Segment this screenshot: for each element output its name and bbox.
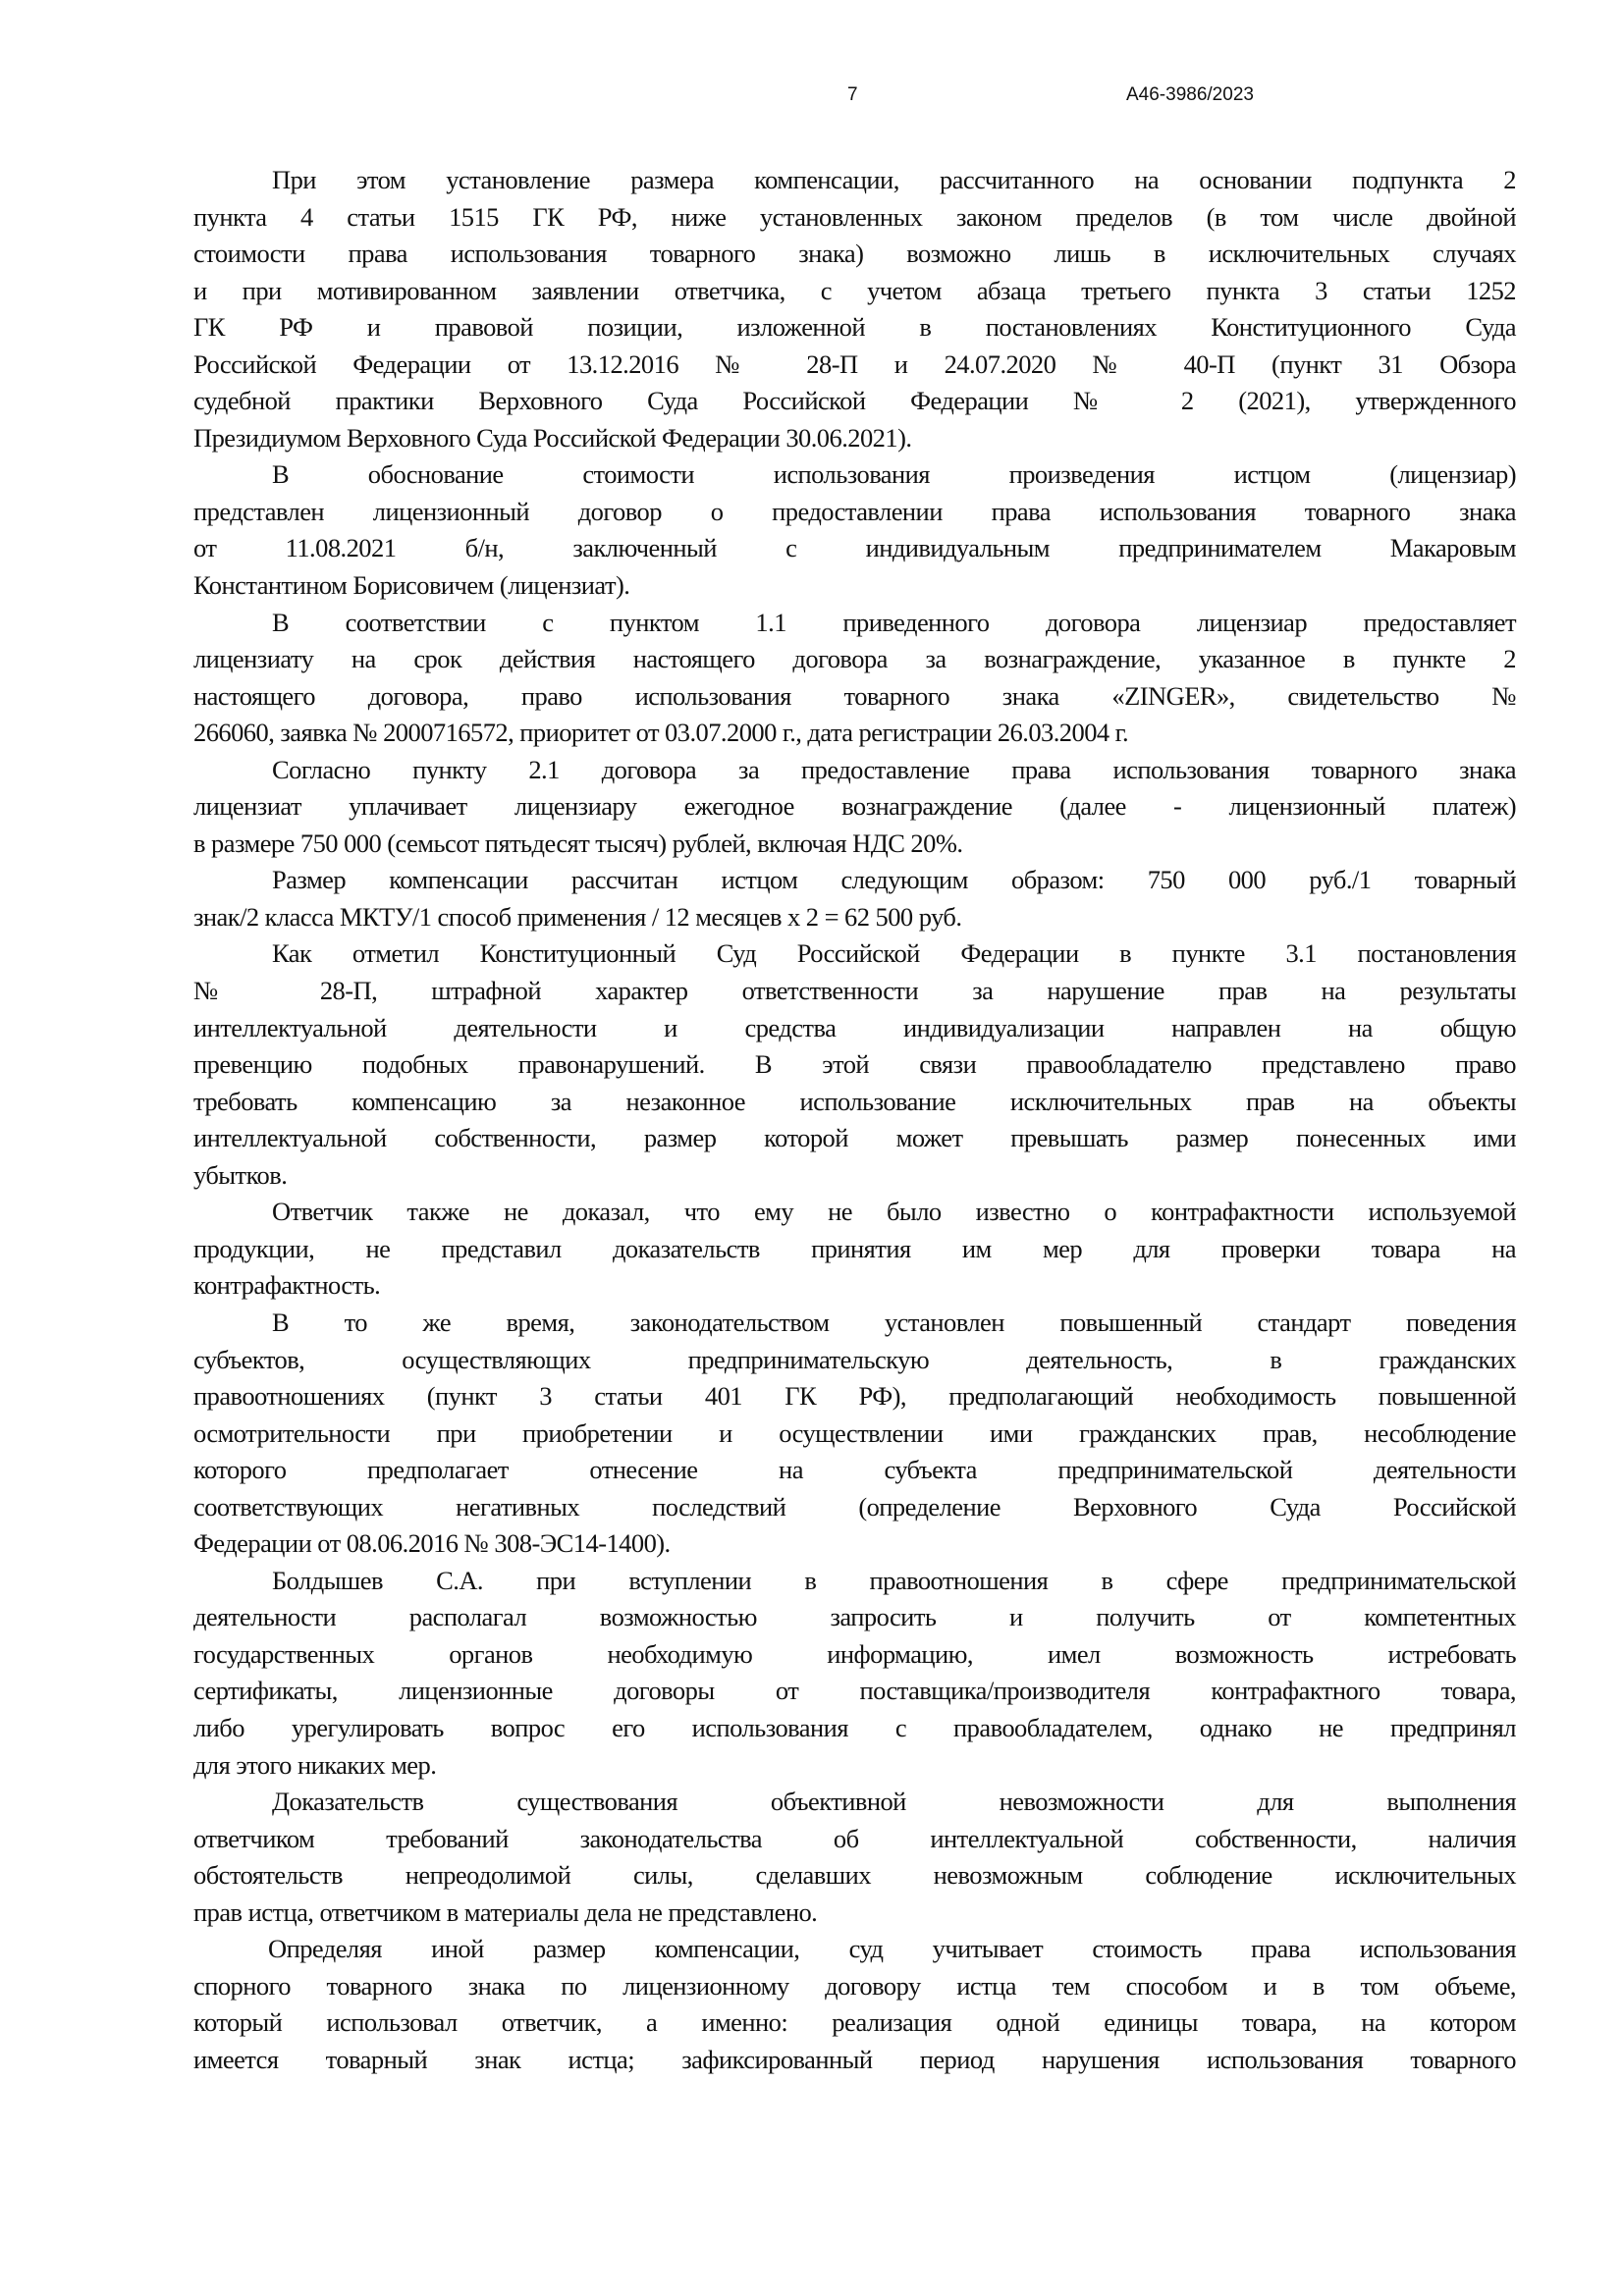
page-number: 7 (847, 84, 858, 105)
paragraph-line: правоотношениях (пункт 3 статьи 401 ГК РФ), предполагающий необходимость повышенной (193, 1381, 1516, 1412)
paragraph-line: Константином Борисовичем (лицензиат). (193, 570, 630, 601)
paragraph-line: В обоснование стоимости использования произведения истцом (лицензиар) (272, 459, 1516, 490)
paragraph-line: либо урегулировать вопрос его использования с правообладателем, однако не предпринял (193, 1712, 1516, 1742)
case-number: А46-3986/2023 (1126, 84, 1254, 105)
paragraph-line: Согласно пункту 2.1 договора за предоставление права использования товарного знака (272, 754, 1516, 784)
paragraph-line: Как отметил Конституционный Суд Российской Федерации в пункте 3.1 постановления (272, 938, 1516, 969)
paragraph-line: сертификаты, лицензионные договоры от поставщика/производителя контрафактного товара, (193, 1676, 1516, 1706)
paragraph-line: настоящего договора, право использования товарного знака «ZINGER», свидетельство № (193, 680, 1516, 711)
document-body (193, 162, 1516, 2078)
paragraph-line: для этого никаких мер. (193, 1749, 437, 1780)
paragraph-line: который использовал ответчик, а именно: реализация одной единицы товара, на котором (193, 2007, 1516, 2038)
paragraph-line: в размере 750 000 (семьсот пятьдесят тысяч) рублей, включая НДС 20%. (193, 828, 963, 858)
paragraph (193, 752, 1516, 863)
paragraph-line: Определяя иной размер компенсации, суд учитывает стоимость права использования (268, 1934, 1516, 1964)
paragraph-line: 266060, заявка № 2000716572, приоритет от 03.07.2000 г., дата регистрации 26.03.2004 г. (193, 718, 1129, 748)
paragraph-line: от 11.08.2021 б/н, заключенный с индивидуальным предпринимателем Макаровым (193, 533, 1516, 563)
paragraph-line: судебной практики Верховного Суда Российской Федерации № 2 (2021), утвержденного (193, 386, 1516, 416)
paragraph-line: В соответствии с пунктом 1.1 приведенного договора лицензиар предоставляет (272, 607, 1516, 637)
paragraph-line: контрафактность. (193, 1270, 381, 1301)
paragraph-line: государственных органов необходимую информацию, имел возможность истребовать (193, 1638, 1516, 1669)
paragraph-line: соответствующих негативных последствий (определение Верховного Суда Российской (193, 1491, 1516, 1522)
paragraph (193, 862, 1516, 935)
paragraph-line: субъектов, осуществляющих предпринимательскую деятельность, в гражданских (193, 1344, 1516, 1374)
paragraph (193, 162, 1516, 456)
paragraph-line: Размер компенсации рассчитан истцом следующим образом: 750 000 руб./1 товарный (272, 865, 1516, 895)
paragraph-line: пункта 4 статьи 1515 ГК РФ, ниже установленных законом пределов (в том числе двойной (193, 201, 1516, 232)
paragraph-line: ответчиком требований законодательства об интеллектуальной собственности, наличия (193, 1823, 1516, 1853)
paragraph-line: превенцию подобных правонарушений. В этой связи правообладателю представлено право (193, 1049, 1516, 1080)
paragraph-line: представлен лицензионный договор о предоставлении права использования товарного знака (193, 496, 1516, 526)
paragraph-line: которого предполагает отнесение на субъекта предпринимательской деятельности (193, 1455, 1516, 1485)
paragraph-line: лицензиат уплачивает лицензиару ежегодное вознаграждение (далее - лицензионный платеж) (193, 791, 1516, 822)
paragraph-line: лицензиату на срок действия настоящего договора за вознаграждение, указанное в пункте 2 (193, 644, 1516, 674)
paragraph-line: спорного товарного знака по лицензионному договору истца тем способом и в том объеме, (193, 1970, 1516, 2001)
paragraph-line: интеллектуальной собственности, размер которой может превышать размер понесенных ими (193, 1123, 1516, 1153)
paragraph (193, 1563, 1516, 1784)
paragraph (193, 1305, 1516, 1563)
paragraph-line: деятельности располагал возможностью запросить и получить от компетентных (193, 1602, 1516, 1632)
paragraph-line: Доказательств существования объективной невозможности для выполнения (272, 1787, 1516, 1817)
paragraph-line: Ответчик также не доказал, что ему не было известно о контрафактности используемой (272, 1197, 1516, 1227)
paragraph (193, 605, 1516, 752)
paragraph (193, 935, 1516, 1194)
paragraph-line: осмотрительности при приобретении и осуществлении ими гражданских прав, несоблюдение (193, 1417, 1516, 1448)
paragraph-line: Российской Федерации от 13.12.2016 № 28-П и 24.07.2020 № 40-П (пункт 31 Обзора (193, 348, 1516, 379)
paragraph-line: прав истца, ответчиком в материалы дела не представлено. (193, 1896, 818, 1927)
paragraph-line: убытков. (193, 1159, 288, 1190)
paragraph-line: Болдышев С.А. при вступлении в правоотношения в сфере предпринимательской (272, 1565, 1516, 1595)
paragraph-line: В то же время, законодательством установлен повышенный стандарт поведения (272, 1307, 1516, 1337)
paragraph-line: ГК РФ и правовой позиции, изложенной в постановлениях Конституционного Суда (193, 312, 1516, 343)
paragraph-line: Федерации от 08.06.2016 № 308-ЭС14-1400). (193, 1528, 671, 1559)
paragraph-line: знак/2 класса МКТУ/1 способ применения / 12 месяцев х 2 = 62 500 руб. (193, 901, 962, 932)
paragraph-line: требовать компенсацию за незаконное использование исключительных прав на объекты (193, 1086, 1516, 1116)
paragraph-line: интеллектуальной деятельности и средства индивидуализации направлен на общую (193, 1012, 1516, 1042)
paragraph (193, 1931, 1516, 2078)
paragraph (193, 1784, 1516, 1931)
paragraph-line: обстоятельств непреодолимой силы, сделавших невозможным соблюдение исключительных (193, 1860, 1516, 1891)
paragraph-line: стоимости права использования товарного знака) возможно лишь в исключительных случаях (193, 239, 1516, 269)
paragraph-line: Президиумом Верховного Суда Российской Федерации 30.06.2021). (193, 422, 912, 453)
paragraph-line: № 28-П, штрафной характер ответственности за нарушение прав на результаты (193, 976, 1516, 1006)
paragraph-line: имеется товарный знак истца; зафиксированный период нарушения использования товарного (193, 2044, 1516, 2074)
paragraph (193, 456, 1516, 604)
paragraph-line: и при мотивированном заявлении ответчика, с учетом абзаца третьего пункта 3 статьи 1252 (193, 275, 1516, 305)
paragraph-line: продукции, не представил доказательств принятия им мер для проверки товара на (193, 1233, 1516, 1263)
paragraph-line: При этом установление размера компенсации, рассчитанного на основании подпункта 2 (272, 165, 1516, 194)
paragraph (193, 1194, 1516, 1305)
